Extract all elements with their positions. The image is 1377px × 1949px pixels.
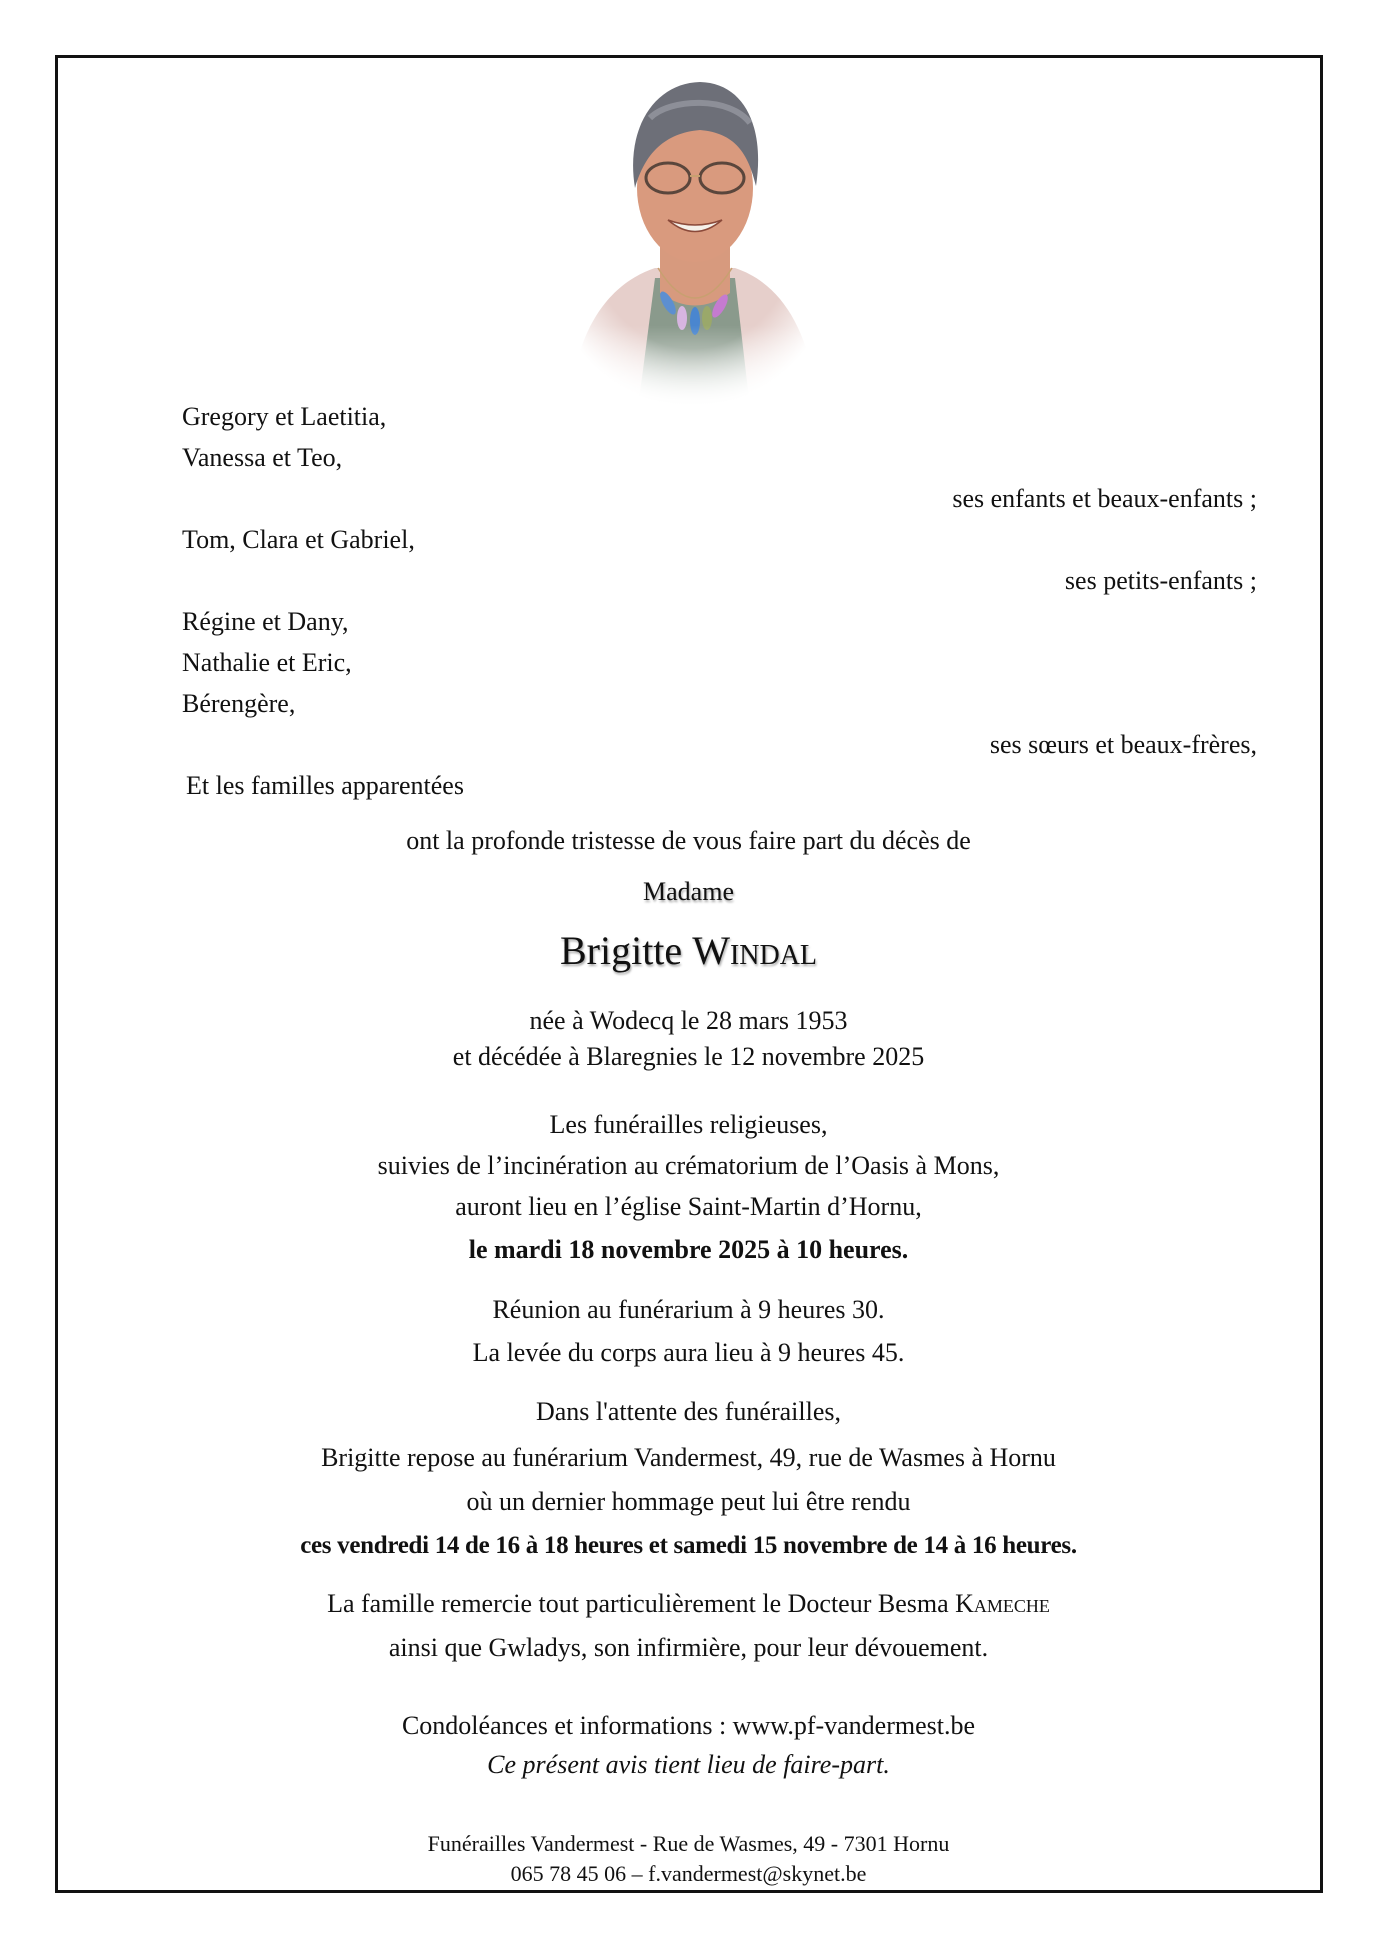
family-siblings-1: Régine et Dany, <box>182 607 349 636</box>
visitation-line-1: Dans l'attente des funérailles, <box>535 1397 842 1426</box>
family-children-label: ses enfants et beaux-enfants ; <box>952 484 1257 513</box>
visitation-line-2: Brigitte repose au funérarium Vandermest, 49, rue de Wasmes à Hornu <box>321 1443 1056 1472</box>
funeral-line-3: auront lieu en l’église Saint-Martin d’Hornu, <box>455 1192 922 1221</box>
condolences-label: Condoléances et informations : <box>401 1711 733 1740</box>
funeral-line-2: suivies de l’incinération au crématorium de l’Oasis à Mons, <box>377 1151 1000 1180</box>
visitation-line-3: où un dernier hommage peut lui être rendu <box>466 1487 911 1516</box>
footer-separator: – <box>626 1861 649 1886</box>
thanks-line-2: ainsi que Gwladys, son infirmière, pour leur dévouement. <box>388 1633 989 1662</box>
family-children-1: Gregory et Laetitia, <box>182 402 387 431</box>
family-siblings-3: Bérengère, <box>182 689 296 718</box>
footer-email-link[interactable]: f.vandermest@skynet.be <box>648 1861 867 1886</box>
funeral-date: le mardi 18 novembre 2025 à 10 heures. <box>468 1235 909 1264</box>
funeral-line-1: Les funérailles religieuses, <box>549 1110 828 1139</box>
condolences-website-link[interactable]: www.pf-vandermest.be <box>732 1711 976 1740</box>
notice-note: Ce présent avis tient lieu de faire-part. <box>487 1750 890 1779</box>
deceased-name <box>0 928 1377 974</box>
family-grandchildren: Tom, Clara et Gabriel, <box>182 525 415 554</box>
deceased-first-name: Brigitte <box>559 928 683 973</box>
thanks-line-1 <box>0 1589 1377 1619</box>
thanks-prefix: La famille remercie tout particulièrement le Docteur Besma <box>327 1589 956 1618</box>
funeral-meeting: Réunion au funérarium à 9 heures 30. <box>492 1295 885 1324</box>
family-siblings-2: Nathalie et Eric, <box>182 648 352 677</box>
footer-contact <box>0 1861 1377 1887</box>
death-info: et décédée à Blaregnies le 12 novembre 2025 <box>452 1042 925 1071</box>
funeral-departure: La levée du corps aura lieu à 9 heures 45. <box>472 1338 905 1367</box>
family-grandchildren-label: ses petits-enfants ; <box>1064 566 1257 595</box>
doctor-last-name: Kameche <box>955 1589 1050 1618</box>
condolences-line <box>0 1711 1377 1741</box>
family-children-2: Vanessa et Teo, <box>182 443 343 472</box>
announcement-title: Madame <box>643 877 734 906</box>
footer-phone: 065 78 45 06 <box>510 1861 627 1886</box>
deceased-last-name: Windal <box>692 928 818 973</box>
family-related: Et les familles apparentées <box>186 771 464 800</box>
family-siblings-label: ses sœurs et beaux-frères, <box>989 730 1257 759</box>
birth-info: née à Wodecq le 28 mars 1953 <box>529 1006 848 1035</box>
announcement-intro: ont la profonde tristesse de vous faire part du décès de <box>406 826 971 855</box>
footer-address: Funérailles Vandermest - Rue de Wasmes, 49 - 7301 Hornu <box>427 1831 950 1856</box>
portrait-photo <box>560 78 825 408</box>
visitation-hours: ces vendredi 14 de 16 à 18 heures et samedi 15 novembre de 14 à 16 heures. <box>300 1532 1077 1559</box>
